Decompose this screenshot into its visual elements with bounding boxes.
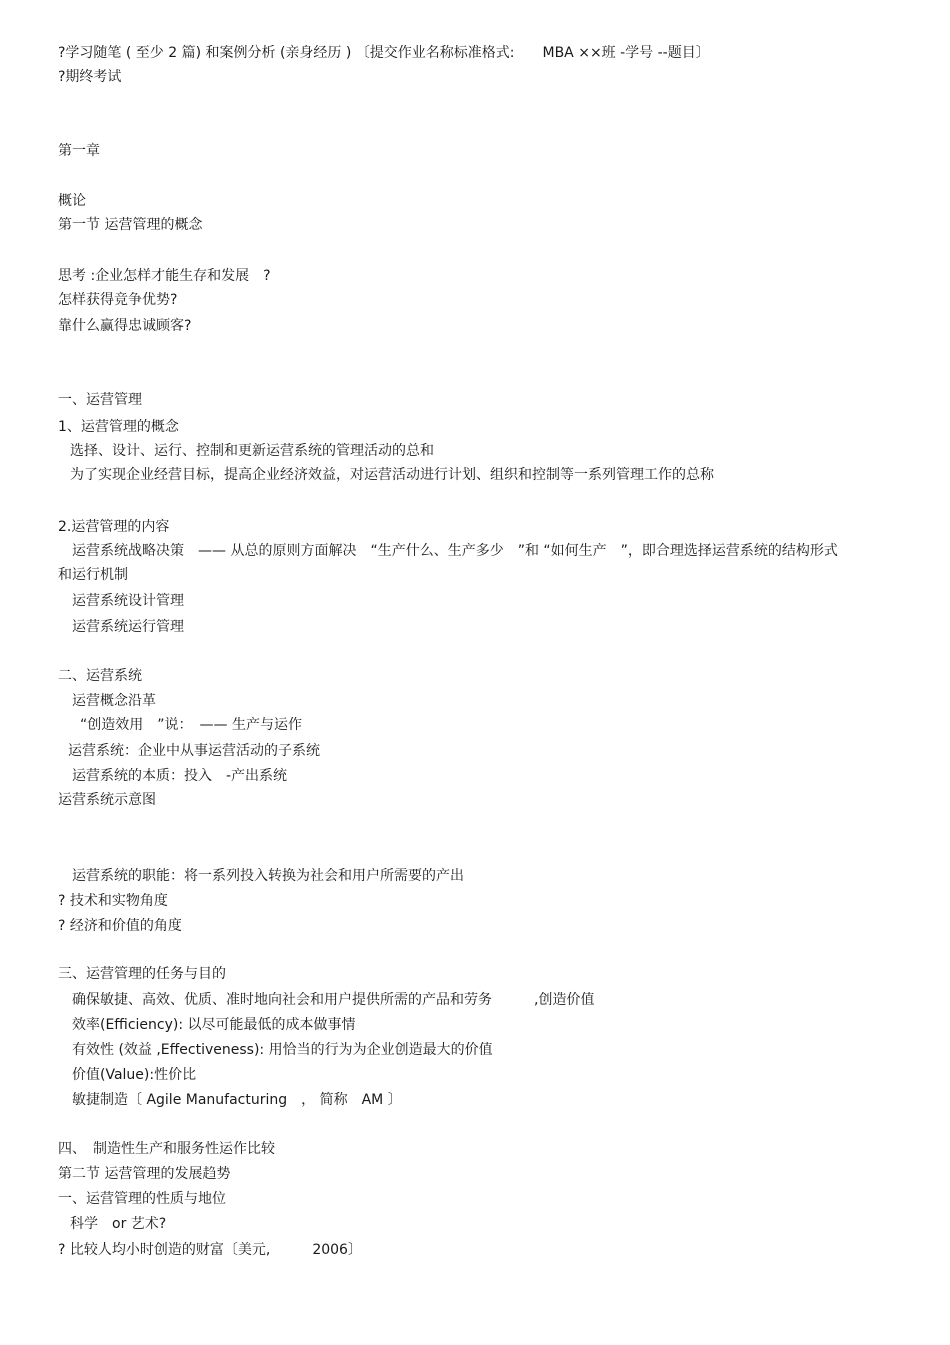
- part3-line-2: 效率(Efficiency): 以尽可能最低的成本做事情: [72, 1017, 356, 1033]
- part1-heading: 一、运营管理: [58, 392, 142, 408]
- concept-line-2: 为了实现企业经营目标，提高企业经济效益，对运营活动进行计划、组织和控制等一系列管理工作的总称: [70, 467, 714, 483]
- part2-line-5: 运营系统示意图: [58, 792, 156, 808]
- think-question-1: 思考 :企业怎样才能生存和发展 ?: [58, 268, 271, 284]
- part4-heading: 四、 制造性生产和服务性运作比较: [58, 1141, 275, 1157]
- concept-line-1: 选择、设计、运行、控制和更新运营系统的管理活动的总和: [70, 443, 434, 459]
- section2-line-1: 科学 or 艺术?: [70, 1216, 167, 1232]
- part2-line-1: 运营概念沿革: [72, 693, 156, 709]
- part2-line-8: ? 经济和价值的角度: [58, 918, 182, 934]
- part2-line-6: 运营系统的职能：将一系列投入转换为社会和用户所需要的产出: [72, 868, 464, 884]
- part2-line-4: 运营系统的本质：投入 -产出系统: [72, 768, 288, 784]
- part2-heading: 二、运营系统: [58, 668, 142, 684]
- part2-line-2: “创造效用 ”说： —— 生产与运作: [80, 717, 302, 733]
- think-question-2: 怎样获得竞争优势?: [58, 292, 178, 308]
- chapter-title: 第一章: [58, 143, 100, 159]
- section2-heading: 一、运营管理的性质与地位: [58, 1191, 226, 1207]
- concept-heading: 1、运营管理的概念: [58, 419, 179, 435]
- part3-line-4: 价值(Value):性价比: [72, 1067, 197, 1083]
- content-line-3: 运营系统运行管理: [72, 619, 184, 635]
- content-line-2: 运营系统设计管理: [72, 593, 184, 609]
- part3-line-1: 确保敏捷、高效、优质、准时地向社会和用户提供所需的产品和劳务 ,创造价值: [72, 992, 595, 1008]
- content-line-1-cont: 和运行机制: [58, 567, 128, 583]
- section1-title: 第一节 运营管理的概念: [58, 217, 203, 233]
- part2-line-7: ? 技术和实物角度: [58, 893, 168, 909]
- part2-line-3: 运营系统：企业中从事运营活动的子系统: [68, 743, 320, 759]
- content-line-1: 运营系统战略决策 —— 从总的原则方面解决 “生产什么、生产多少 ”和 “如何生产 ”，即合理选择运营系统的结构形式: [72, 543, 838, 559]
- exam-line: ?期终考试: [58, 69, 122, 85]
- section2-line-2: ? 比较人均小时创造的财富〔美元, 2006〕: [58, 1242, 362, 1258]
- section2-title: 第二节 运营管理的发展趋势: [58, 1166, 231, 1182]
- assignment-line: ?学习随笔 ( 至少 2 篇) 和案例分析 (亲身经历 ) 〔提交作业名称标准格式: MBA ××班 -学号 --题目〕: [58, 45, 710, 61]
- content-heading: 2.运营管理的内容: [58, 519, 170, 535]
- part3-line-3: 有效性 (效益 ,Effectiveness): 用恰当的行为为企业创造最大的价值: [72, 1042, 493, 1058]
- part3-heading: 三、运营管理的任务与目的: [58, 966, 226, 982]
- think-question-3: 靠什么赢得忠诚顾客?: [58, 318, 192, 334]
- part3-line-5: 敏捷制造〔 Agile Manufacturing ， 简称 AM 〕: [72, 1092, 402, 1108]
- chapter-subtitle: 概论: [58, 193, 86, 209]
